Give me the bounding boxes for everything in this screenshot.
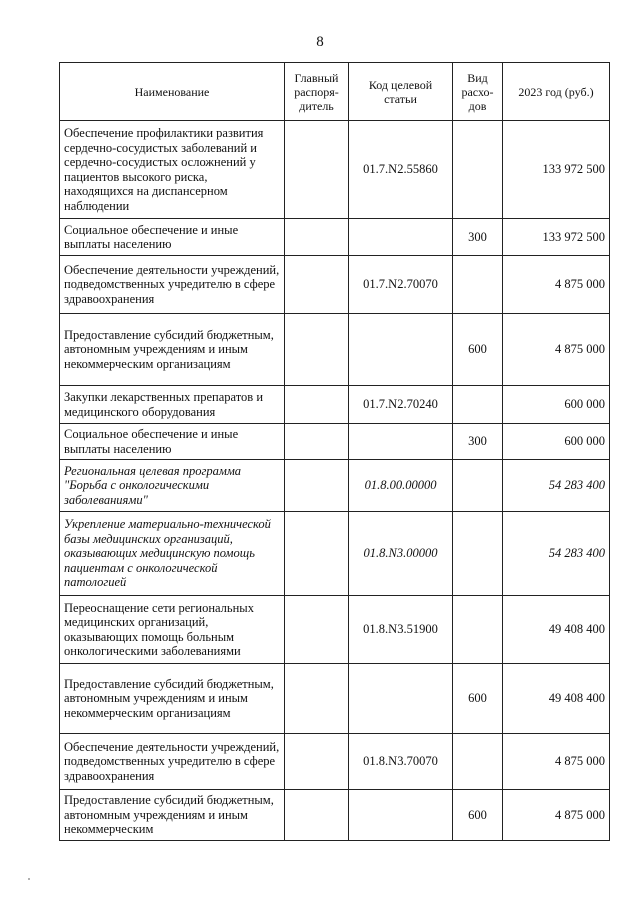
row-name-cell: Переоснащение сети региональных медицинских организаций, оказывающих помощь больным онкологическими заболеваниями (60, 596, 285, 664)
table-row (60, 460, 610, 512)
header-code: Код целевой статьи (349, 63, 453, 121)
row-amount-cell: 4 875 000 (503, 790, 610, 841)
table-row (60, 314, 610, 386)
row-admin-cell (285, 596, 349, 664)
row-amount-cell: 133 972 500 (503, 219, 610, 256)
row-type-cell (453, 386, 503, 424)
row-admin-cell (285, 664, 349, 734)
row-admin-cell (285, 386, 349, 424)
row-code-cell: 01.8.N3.00000 (349, 512, 453, 596)
row-code-cell: 01.8.N3.70070 (349, 734, 453, 790)
table-body (60, 121, 610, 841)
row-amount-cell: 133 972 500 (503, 121, 610, 219)
row-code-cell (349, 664, 453, 734)
table-row (60, 596, 610, 664)
row-amount-cell: 49 408 400 (503, 664, 610, 734)
budget-table (59, 62, 610, 841)
row-type-cell: 300 (453, 219, 503, 256)
row-admin-cell (285, 424, 349, 460)
table-row (60, 256, 610, 314)
row-code-cell (349, 424, 453, 460)
row-code-cell (349, 219, 453, 256)
row-type-cell (453, 121, 503, 219)
row-admin-cell (285, 734, 349, 790)
table-row (60, 512, 610, 596)
row-name-cell: Укрепление материально-технической базы медицинских организаций, оказывающих медицинскую помощь пациентам с онкологической патологией (60, 512, 285, 596)
row-amount-cell: 600 000 (503, 424, 610, 460)
row-admin-cell (285, 121, 349, 219)
row-amount-cell: 54 283 400 (503, 512, 610, 596)
row-code-cell: 01.7.N2.55860 (349, 121, 453, 219)
row-type-cell (453, 512, 503, 596)
row-type-cell: 300 (453, 424, 503, 460)
row-type-cell (453, 596, 503, 664)
table-row (60, 664, 610, 734)
row-name-cell: Социальное обеспечение и иные выплаты населению (60, 219, 285, 256)
row-name-cell: Обеспечение деятельности учреждений, подведомственных учредителю в сфере здравоохранения (60, 734, 285, 790)
row-amount-cell: 49 408 400 (503, 596, 610, 664)
row-admin-cell (285, 314, 349, 386)
table-row (60, 219, 610, 256)
row-type-cell (453, 734, 503, 790)
table-header-row (60, 63, 610, 121)
row-admin-cell (285, 512, 349, 596)
row-admin-cell (285, 256, 349, 314)
row-name-cell: Закупки лекарственных препаратов и медицинского оборудования (60, 386, 285, 424)
row-code-cell: 01.7.N2.70240 (349, 386, 453, 424)
row-type-cell: 600 (453, 664, 503, 734)
row-name-cell: Региональная целевая программа "Борьба с онкологическими заболеваниями" (60, 460, 285, 512)
row-amount-cell: 4 875 000 (503, 256, 610, 314)
row-type-cell: 600 (453, 790, 503, 841)
row-amount-cell: 4 875 000 (503, 734, 610, 790)
row-code-cell: 01.8.00.00000 (349, 460, 453, 512)
row-code-cell (349, 314, 453, 386)
table-row (60, 790, 610, 841)
row-name-cell: Социальное обеспечение и иные выплаты населению (60, 424, 285, 460)
table-row (60, 386, 610, 424)
row-code-cell (349, 790, 453, 841)
table-row (60, 121, 610, 219)
header-amount: 2023 год (руб.) (503, 63, 610, 121)
table-row (60, 424, 610, 460)
row-type-cell: 600 (453, 314, 503, 386)
page-number: 8 (316, 34, 324, 50)
row-amount-cell: 54 283 400 (503, 460, 610, 512)
row-code-cell: 01.8.N3.51900 (349, 596, 453, 664)
header-admin: Главный распоря-дитель (285, 63, 349, 121)
row-name-cell: Обеспечение профилактики развития сердечно-сосудистых заболеваний и сердечно-сосудистых осложнений у пациентов высокого риска, находящихся на диспансерном наблюдении (60, 121, 285, 219)
row-admin-cell (285, 790, 349, 841)
row-admin-cell (285, 460, 349, 512)
row-code-cell: 01.7.N2.70070 (349, 256, 453, 314)
header-name: Наименование (60, 63, 285, 121)
row-type-cell (453, 460, 503, 512)
row-admin-cell (285, 219, 349, 256)
header-type: Вид расхо-дов (453, 63, 503, 121)
row-name-cell: Предоставление субсидий бюджетным, автономным учреждениям и иным некоммерческим организациям (60, 664, 285, 734)
table-row (60, 734, 610, 790)
row-name-cell: Предоставление субсидий бюджетным, автономным учреждениям и иным некоммерческим (60, 790, 285, 841)
row-name-cell: Обеспечение деятельности учреждений, подведомственных учредителю в сфере здравоохранения (60, 256, 285, 314)
row-amount-cell: 600 000 (503, 386, 610, 424)
scan-speck (28, 878, 30, 880)
row-amount-cell: 4 875 000 (503, 314, 610, 386)
row-type-cell (453, 256, 503, 314)
row-name-cell: Предоставление субсидий бюджетным, автономным учреждениям и иным некоммерческим организациям (60, 314, 285, 386)
